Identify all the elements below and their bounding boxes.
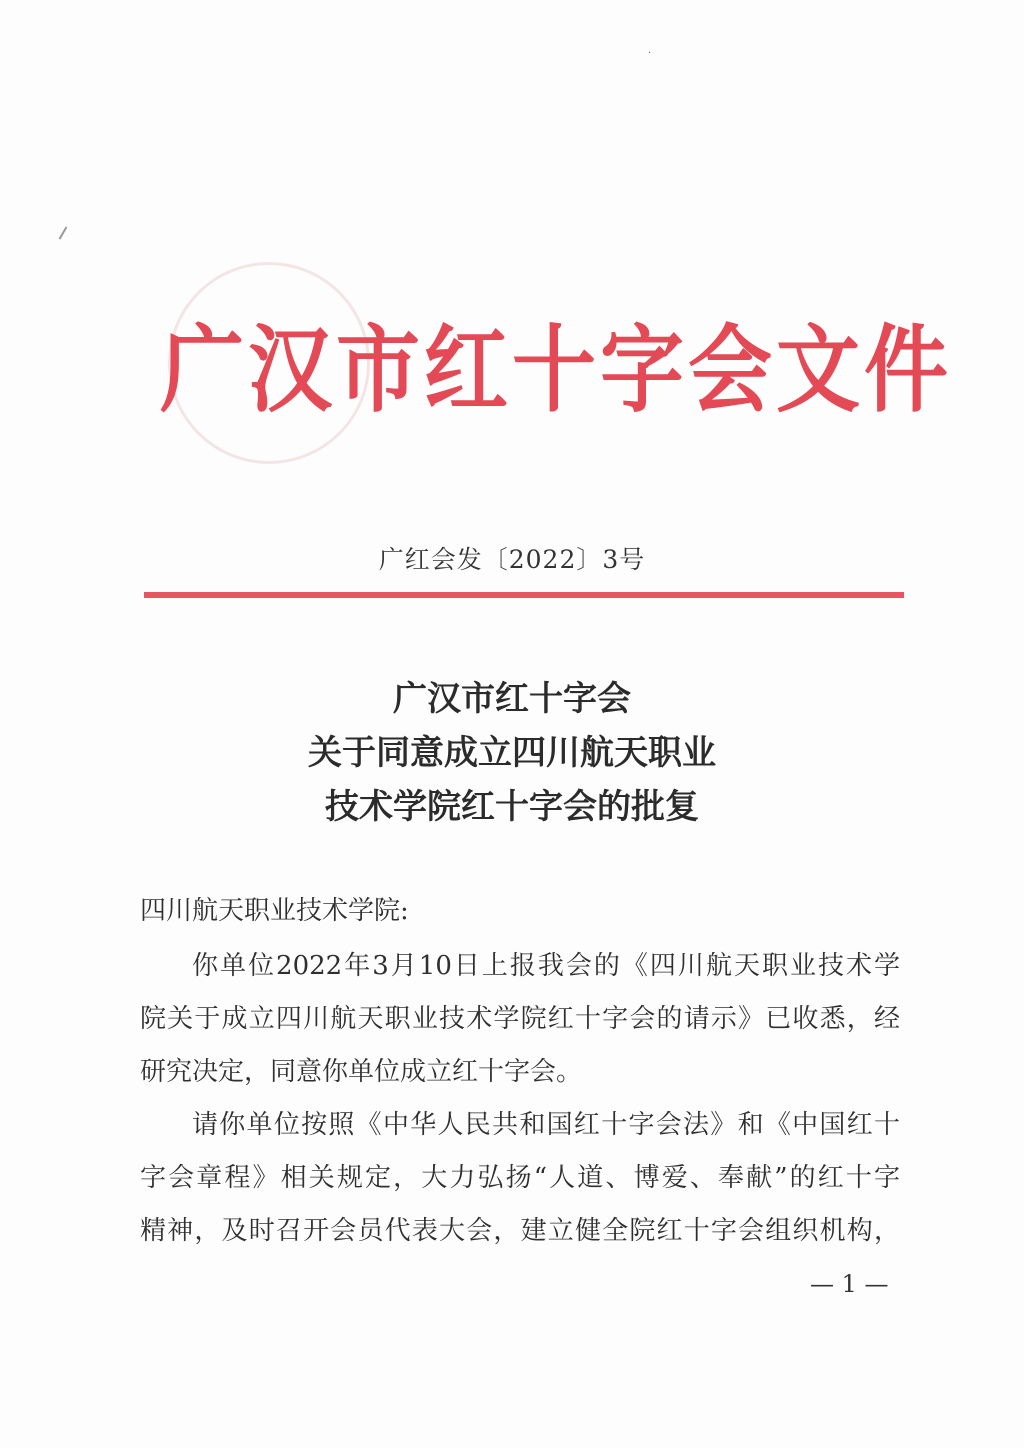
- page-number: — 1 —: [810, 1270, 889, 1298]
- body-line-3: 研究决定，同意你单位成立红十字会。: [140, 1057, 583, 1087]
- body-text: [140, 940, 900, 1258]
- body-line-1: 你单位2022年3月10日上报我会的《四川航天职业技术学: [192, 951, 900, 981]
- document-title: [0, 672, 1024, 834]
- body-line-5: 字会章程》相关规定，大力弘扬“人道、博爱、奉献”的红十字: [140, 1163, 900, 1193]
- body-line-2: 院关于成立四川航天职业技术学院红十字会的请示》已收悉，经: [140, 1004, 900, 1034]
- addressee: 四川航天职业技术学院:: [140, 896, 409, 926]
- document-header-title: 广汉市红十字会文件: [160, 315, 953, 425]
- red-divider-rule: [144, 592, 904, 598]
- body-line-4: 请你单位按照《中华人民共和国红十字会法》和《中国红十: [192, 1110, 900, 1140]
- scan-artifact-line: [59, 226, 68, 239]
- title-line-2: 关于同意成立四川航天职业: [308, 733, 716, 773]
- title-line-3: 技术学院红十字会的批复: [325, 787, 699, 827]
- title-line-1: 广汉市红十字会: [393, 679, 631, 719]
- body-line-6: 精神，及时召开会员代表大会，建立健全院红十字会组织机构，: [140, 1216, 900, 1246]
- scan-mark: ·: [648, 48, 652, 59]
- document-number: 广红会发〔2022〕3号: [378, 545, 646, 574]
